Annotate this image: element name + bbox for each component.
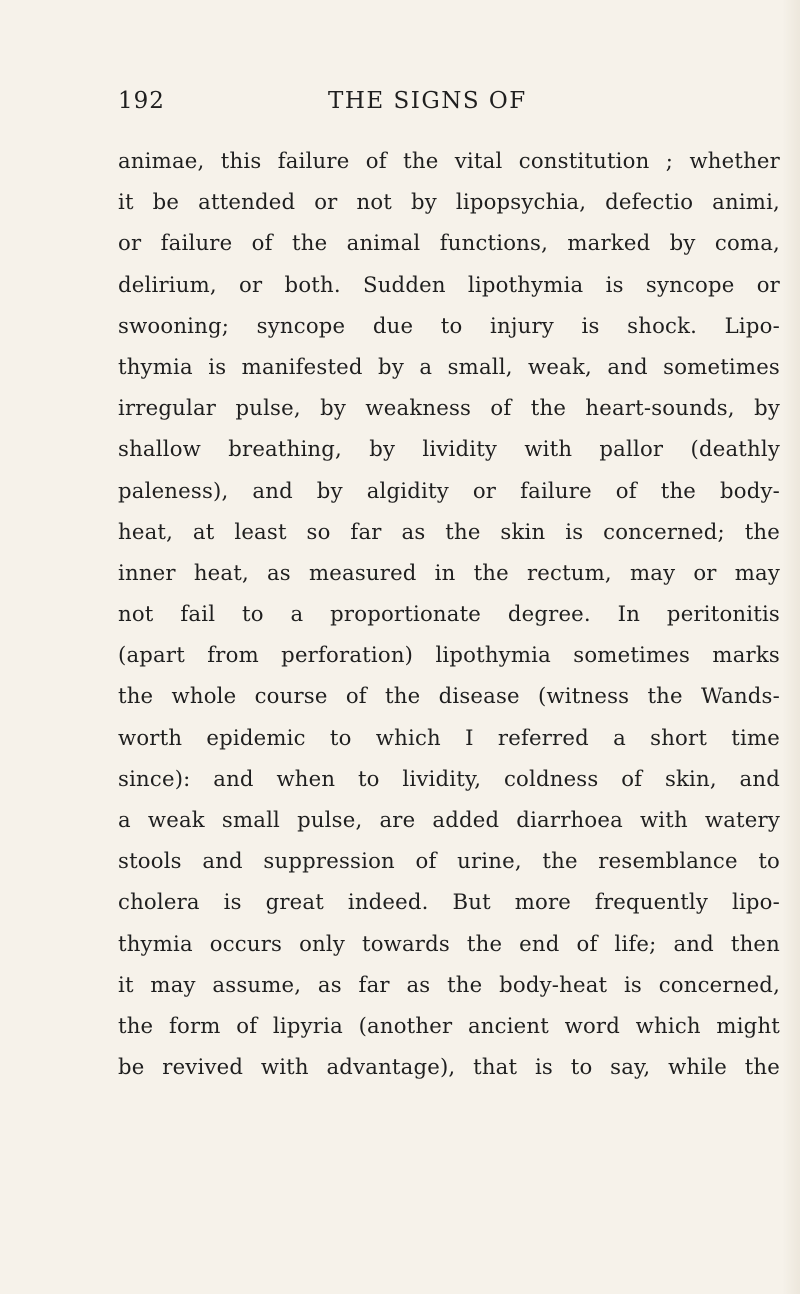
text-line: it be attended or not by lipopsychia, defectio animi,: [118, 189, 780, 215]
text-line: thymia occurs only towards the end of life; and then: [118, 930, 780, 956]
text-line: a weak small pulse, are added diarrhoea with watery: [118, 807, 780, 832]
page-number: 192: [118, 88, 165, 114]
text-line: paleness), and by algidity or failure of the body-: [118, 477, 780, 503]
text-line: or failure of the animal functions, marked by coma,: [118, 230, 780, 256]
text-line: it may assume, as far as the body-heat is concerned,: [118, 971, 780, 997]
text-line: delirium, or both. Sudden lipothymia is syncope or: [118, 271, 780, 297]
text-line: heat, at least so far as the skin is concerned; the: [118, 518, 780, 544]
text-line: (apart from perforation) lipothymia sometimes marks: [118, 642, 780, 668]
text-line: cholera is great indeed. But more frequently lipo-: [118, 889, 780, 915]
text-line: thymia is manifested by a small, weak, and sometimes: [118, 353, 780, 379]
text-line: stools and suppression of urine, the resemblance to: [118, 848, 780, 874]
text-line: irregular pulse, by weakness of the heart-sounds, by: [118, 395, 780, 421]
body-text: [118, 140, 780, 1087]
page-edge-shadow: [782, 0, 800, 1294]
text-line: inner heat, as measured in the rectum, may or may: [118, 559, 780, 585]
running-head: THE SIGNS OF: [328, 88, 527, 114]
text-line: be revived with advantage), that is to say, while the: [118, 1054, 780, 1080]
text-line: not fail to a proportionate degree. In peritonitis: [118, 601, 780, 627]
text-line: since): and when to lividity, coldness of skin, and: [118, 765, 780, 791]
text-line: the form of lipyria (another ancient word which might: [118, 1012, 780, 1038]
text-line: swooning; syncope due to injury is shock. Lipo-: [118, 312, 780, 338]
page-header: [118, 88, 768, 120]
text-line: shallow breathing, by lividity with pallor (deathly: [118, 436, 780, 462]
text-line: animae, this failure of the vital constitution ; whether: [118, 148, 780, 173]
text-line: the whole course of the disease (witness the Wands-: [118, 683, 780, 709]
text-line: worth epidemic to which I referred a short time: [118, 724, 780, 750]
